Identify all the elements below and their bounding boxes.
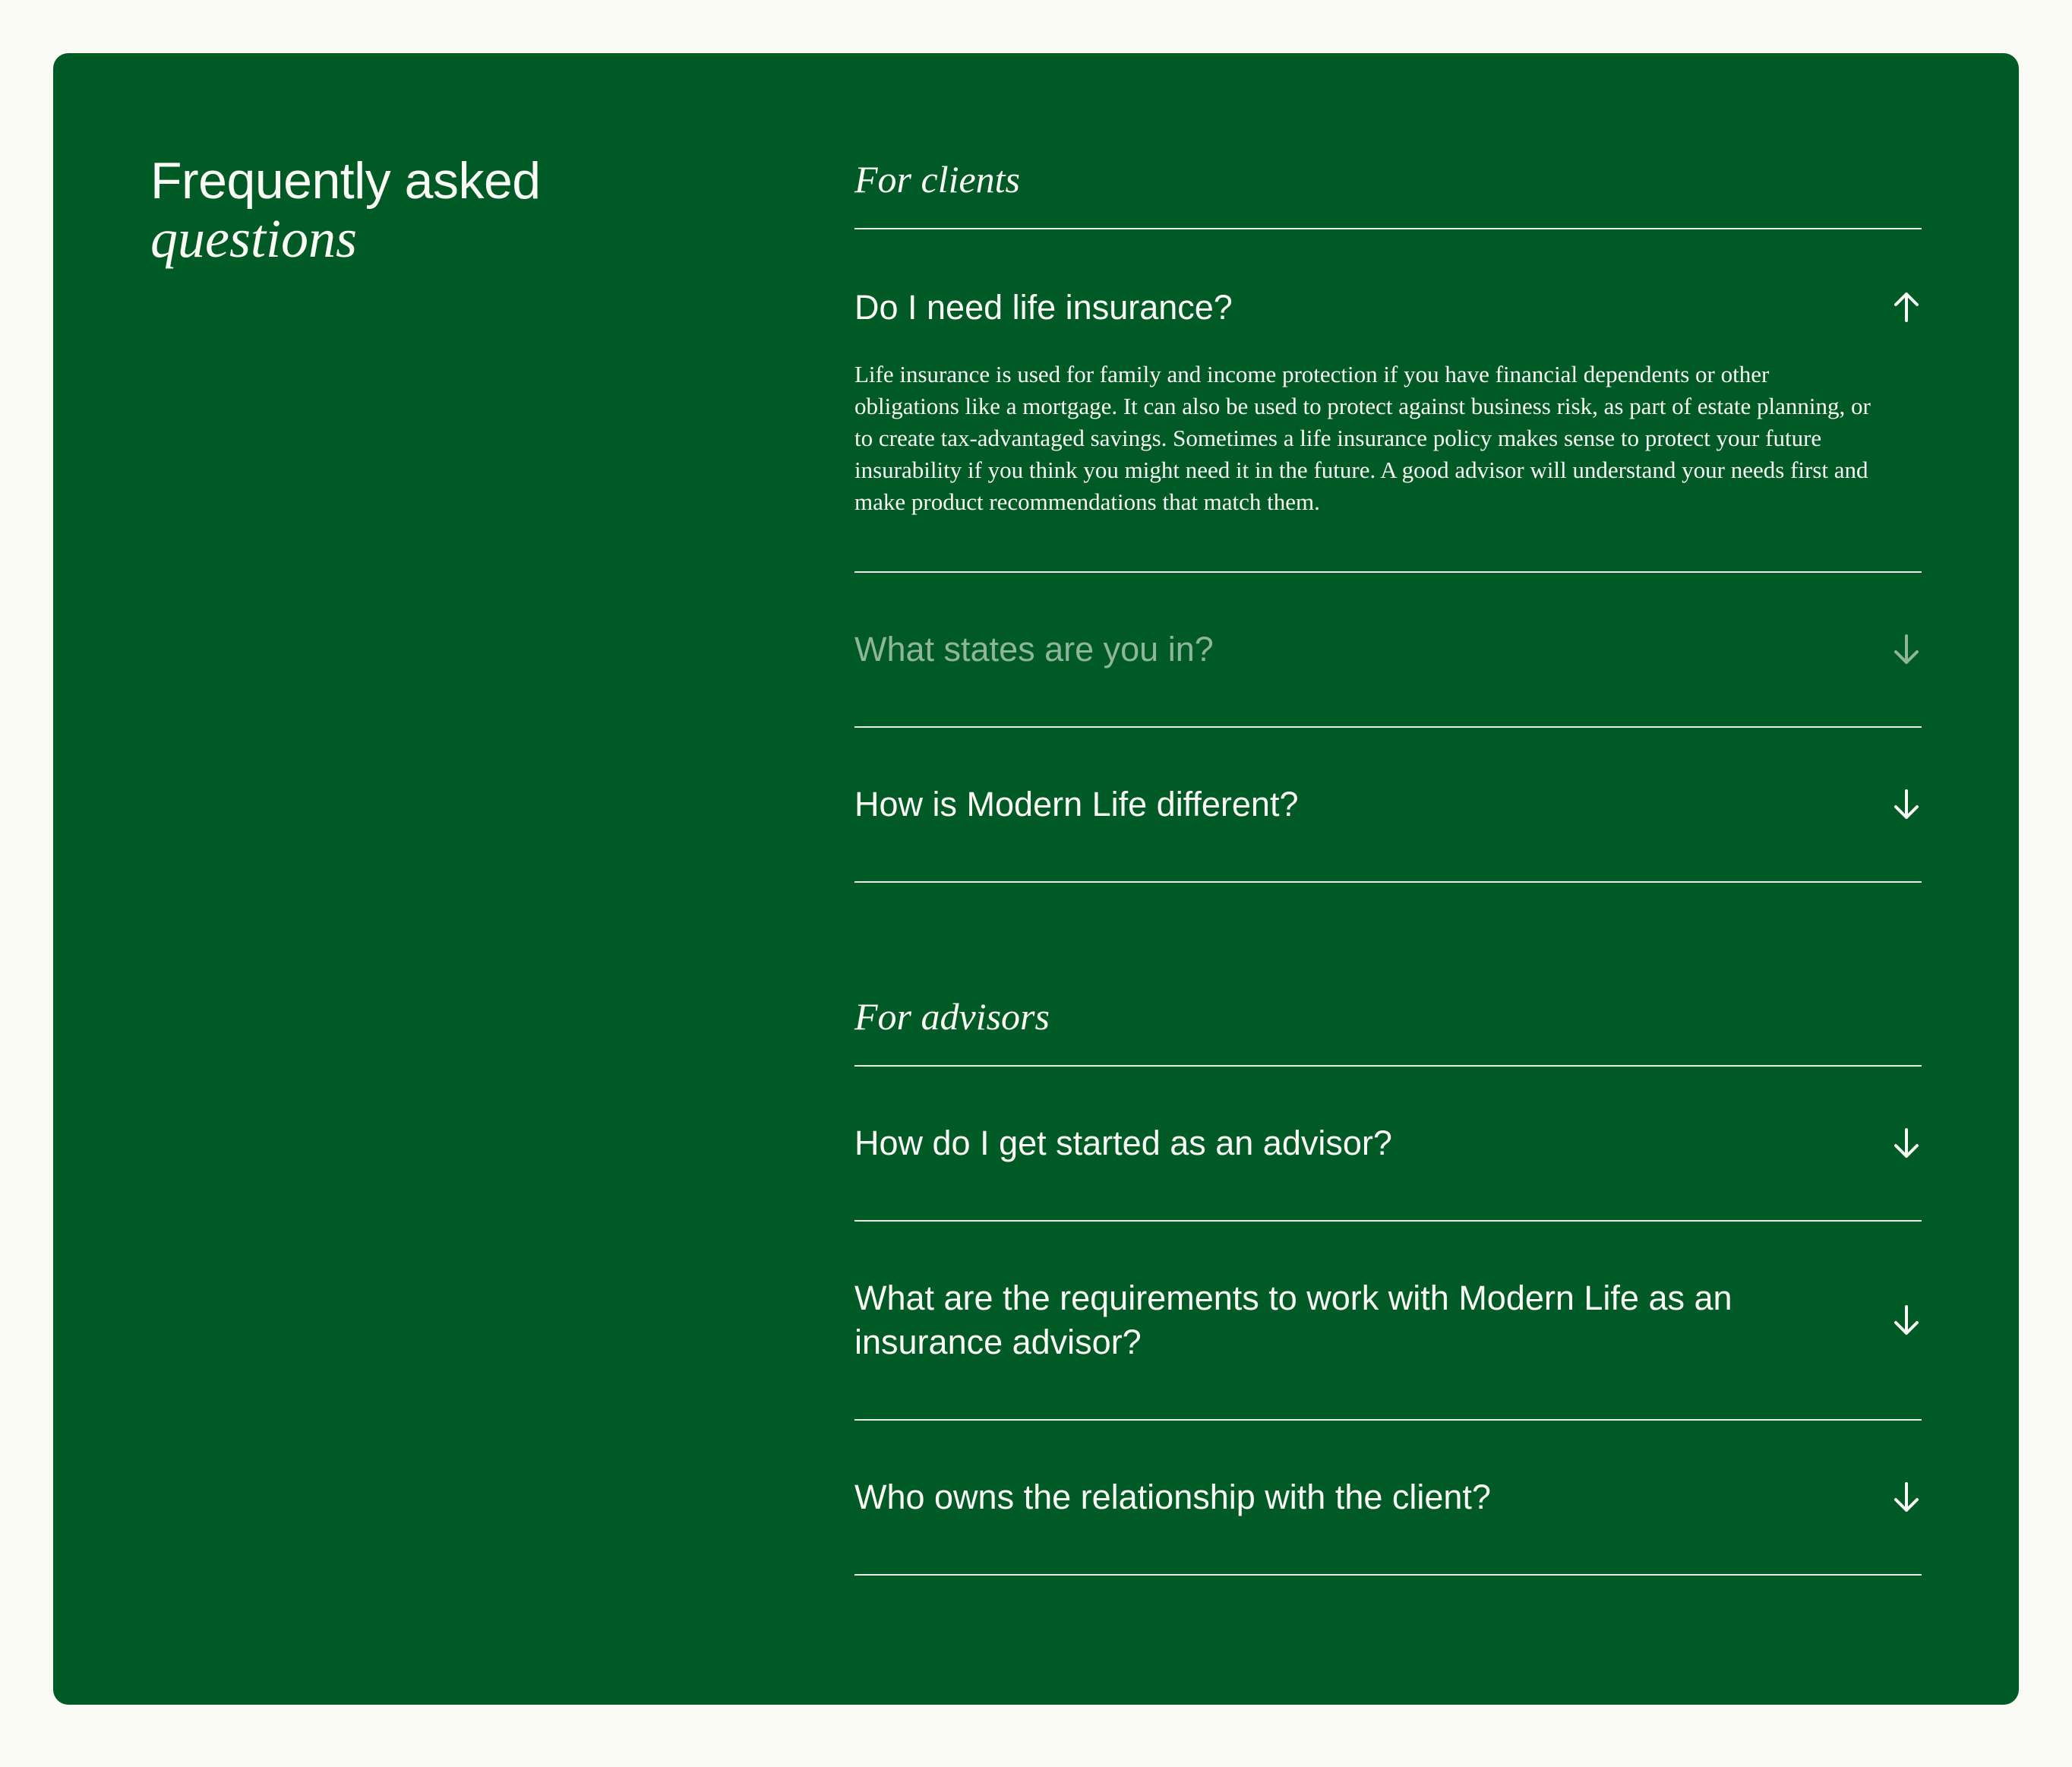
- faq-heading-line2: questions: [150, 208, 358, 269]
- faq-question: What states are you in?: [854, 630, 1214, 669]
- faq-list: [854, 152, 1922, 1576]
- faq-item-do-i-need-life-insurance: [854, 229, 1922, 573]
- faq-question: Who owns the relationship with the client?: [854, 1478, 1491, 1516]
- faq-question-toggle[interactable]: [854, 728, 1922, 881]
- arrow-down-icon: [1893, 633, 1920, 666]
- arrow-up-icon: [1893, 290, 1920, 324]
- faq-question-toggle[interactable]: [854, 1421, 1922, 1574]
- faq-question-toggle[interactable]: [854, 1067, 1922, 1220]
- section-title: For advisors: [854, 995, 1050, 1038]
- section-for-clients: [854, 152, 1922, 883]
- faq-heading-line1: Frequently asked: [150, 152, 541, 210]
- faq-question-toggle[interactable]: [854, 1222, 1922, 1419]
- faq-question: Do I need life insurance?: [854, 288, 1233, 327]
- faq-answer: Life insurance is used for family and income protection if you have financial dependents or other obligations like a mortgage. It can also be used to protect against business risk, as part of estate planning, or to create tax-advantaged savings. Sometimes a life insurance policy makes sense to protect your future insurability if you think you might need it in the future. A good advisor will understand your needs first and make product recommendations that match them.: [854, 361, 1871, 515]
- section-title: For clients: [854, 158, 1021, 201]
- faq-question-toggle[interactable]: [854, 573, 1922, 726]
- faq-item-get-started-as-advisor: [854, 1067, 1922, 1222]
- faq-item-how-is-modern-life-different: [854, 728, 1922, 883]
- faq-question: How is Modern Life different?: [854, 785, 1299, 823]
- arrow-down-icon: [1893, 1304, 1920, 1337]
- faq-item-what-states: [854, 573, 1922, 728]
- faq-question: What are the requirements to work with Modern Life as an insurance advisor?: [854, 1279, 1732, 1361]
- faq-question: How do I get started as an advisor?: [854, 1124, 1392, 1162]
- faq-item-advisor-requirements: [854, 1222, 1922, 1421]
- arrow-down-icon: [1893, 1127, 1920, 1160]
- faq-item-client-relationship-owner: [854, 1421, 1922, 1576]
- faq-card: [53, 53, 2019, 1705]
- section-for-advisors: [854, 989, 1922, 1576]
- faq-question-toggle[interactable]: [854, 229, 1922, 330]
- arrow-down-icon: [1893, 788, 1920, 821]
- arrow-down-icon: [1893, 1481, 1920, 1514]
- faq-heading: [150, 152, 541, 267]
